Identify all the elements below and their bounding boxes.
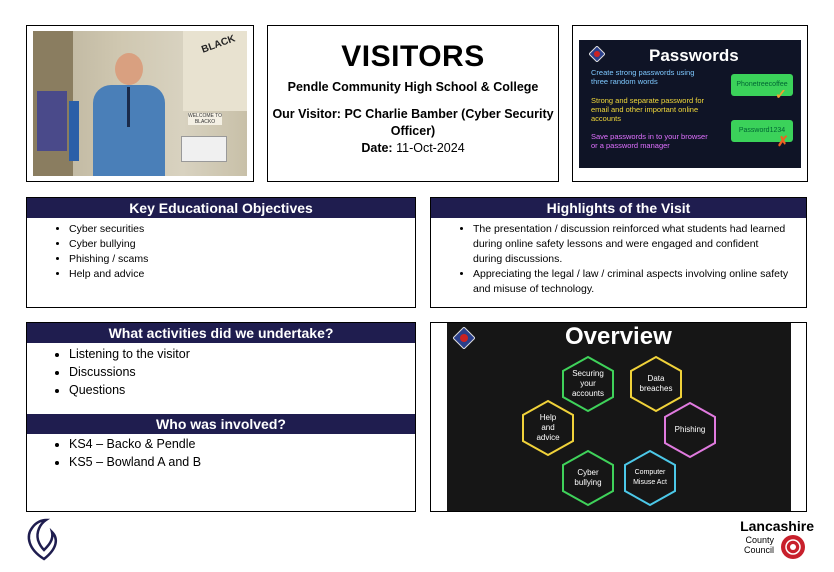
visitors-card — [267, 25, 559, 182]
visitor-label: Our Visitor: — [272, 107, 341, 121]
involved-list — [27, 435, 201, 471]
hex-cyber-bullying: Cyber bullying — [559, 449, 617, 507]
list-item: • The presentation / discussion reinforced what students had learned during online safety lessons and were engaged and confident during discussions. — [473, 222, 790, 267]
passwords-slide — [579, 40, 801, 168]
involved-heading: Who was involved? — [27, 414, 415, 434]
list-item: • Cyber bullying — [69, 237, 415, 252]
password-tip-1: Create strong passwords using three random words — [591, 68, 695, 86]
police-badge-icon — [453, 327, 475, 349]
hex-help-advice: Help and advice — [519, 399, 577, 457]
good-password-example: Phonetreecoffee — [731, 74, 793, 96]
password-tip-2: Strong and separate password for email and other important online accounts — [591, 96, 704, 123]
list-item: • KS5 – Bowland A and B — [69, 453, 201, 471]
list-item: • Discussions — [69, 363, 415, 381]
activities-heading: What activities did we undertake? — [27, 323, 415, 343]
visitor-name: PC Charlie Bamber (Cyber Security Officer) — [344, 107, 554, 138]
cross-icon: ✗ — [777, 133, 789, 149]
activities-list — [27, 345, 415, 399]
list-item: • Questions — [69, 381, 415, 399]
lancs-name: Lancashire — [740, 518, 814, 534]
list-item: • Appreciating the legal / law / criminal aspects involving online safety and misuse of technology. — [473, 267, 790, 297]
hex-data-breaches: Data breaches — [627, 355, 685, 413]
photo-card — [26, 25, 254, 182]
highlights-card — [430, 197, 807, 308]
lancashire-logo — [724, 518, 814, 568]
hex-computer-misuse: Computer Misuse Act — [621, 449, 679, 507]
passwords-card — [572, 25, 808, 182]
highlights-list — [431, 222, 806, 297]
list-item: • Listening to the visitor — [69, 345, 415, 363]
activities-card — [26, 322, 416, 512]
objectives-list — [27, 222, 415, 282]
sign-black: BLACK — [200, 33, 237, 56]
rose-icon — [780, 534, 806, 560]
list-item: • Cyber securities — [69, 222, 415, 237]
password-tip-3: Save passwords in to your browser or a password manager — [591, 132, 708, 150]
hex-securing: Securing your accounts — [559, 355, 617, 413]
bad-password-example: Password1234 — [731, 120, 793, 142]
objectives-card — [26, 197, 416, 308]
overview-slide — [447, 323, 791, 511]
lancs-county: County — [745, 535, 774, 545]
hex-phishing: Phishing — [661, 401, 719, 459]
overview-card — [430, 322, 807, 512]
highlights-heading: Highlights of the Visit — [431, 198, 806, 218]
school-logo-icon — [24, 516, 64, 562]
police-badge-icon — [589, 46, 605, 62]
visitor-photo — [33, 31, 247, 176]
date-value: 11-Oct-2024 — [396, 141, 465, 155]
school-name: Pendle Community High School & College — [287, 80, 539, 94]
check-icon: ✓ — [775, 86, 787, 102]
lancs-council: Council — [743, 545, 774, 555]
visitors-title: VISITORS — [341, 40, 485, 73]
list-item: • KS4 – Backo & Pendle — [69, 435, 201, 453]
date-label: Date: — [361, 141, 393, 155]
overview-title: Overview — [565, 323, 672, 350]
list-item: • Phishing / scams — [69, 252, 415, 267]
list-item: • Help and advice — [69, 267, 415, 282]
passwords-title: Passwords — [649, 46, 739, 65]
sign-welcome: WELCOME TO BLACKO — [188, 113, 222, 125]
objectives-heading: Key Educational Objectives — [27, 198, 415, 218]
